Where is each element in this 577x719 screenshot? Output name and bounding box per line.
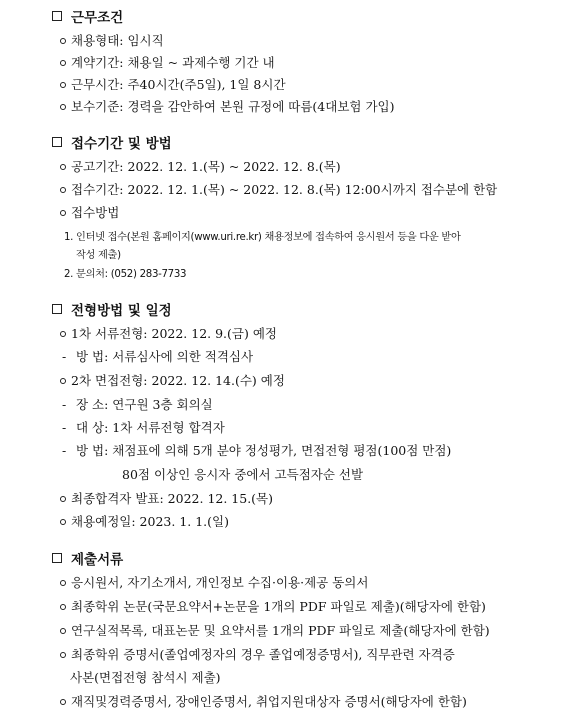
method-item: 1. 인터넷 접수(본원 홈페이지(www.uri.re.kr) 채용정보에 접속하여 응시원서 등을 다운 받아 bbox=[64, 232, 461, 243]
circle-bullet-icon bbox=[60, 187, 66, 193]
contact-info: 2. 문의처: (052) 283-7733 bbox=[64, 269, 187, 280]
circle-bullet-icon bbox=[60, 164, 66, 170]
section-title-process: 전형방법 및 일정 bbox=[52, 299, 172, 319]
circle-bullet-icon bbox=[60, 104, 66, 110]
list-item: 최종학위 논문(국문요약서+논문을 1개의 PDF 파일로 제출)(해당자에 한함) bbox=[60, 597, 486, 615]
list-item: 공고기간: 2022. 12. 1.(목) ~ 2022. 12. 8.(목) bbox=[60, 157, 341, 175]
square-bullet-icon bbox=[52, 553, 62, 563]
method-item-cont: 작성 제출) bbox=[76, 250, 121, 261]
list-item: 접수방법 bbox=[60, 203, 119, 221]
section-title-conditions: 근무조건 bbox=[52, 6, 123, 26]
circle-bullet-icon bbox=[60, 519, 66, 525]
circle-bullet-icon bbox=[60, 604, 66, 610]
circle-bullet-icon bbox=[60, 580, 66, 586]
circle-bullet-icon bbox=[60, 496, 66, 502]
section-title-documents: 제출서류 bbox=[52, 548, 123, 568]
list-item: 채용예정일: 2023. 1. 1.(일) bbox=[60, 512, 229, 530]
list-item: 접수기간: 2022. 12. 1.(목) ~ 2022. 12. 8.(목) 12:00시까지 접수분에 한함 bbox=[60, 180, 497, 198]
list-item: 연구실적목록, 대표논문 및 요약서를 1개의 PDF 파일로 제출(해당자에 한함) bbox=[60, 621, 490, 639]
list-item: 최종학위 증명서(졸업예정자의 경우 졸업예정증명서), 직무관련 자격증 bbox=[60, 645, 455, 663]
sub-item: - 방 법: 서류심사에 의한 적격심사 bbox=[62, 349, 254, 364]
list-item: 채용형태: 임시직 bbox=[60, 31, 164, 49]
circle-bullet-icon bbox=[60, 38, 66, 44]
circle-bullet-icon bbox=[60, 331, 66, 337]
circle-bullet-icon bbox=[60, 378, 66, 384]
sub-item: - 방 법: 채점표에 의해 5개 분야 정성평가, 면접전형 평점(100점 만점) bbox=[62, 443, 452, 458]
list-item: 재직및경력증명서, 장애인증명서, 취업지원대상자 증명서(해당자에 한함) bbox=[60, 692, 467, 710]
sub-item: - 장 소: 연구원 3층 회의실 bbox=[62, 397, 213, 412]
list-item: 근무시간: 주40시간(주5일), 1일 8시간 bbox=[60, 75, 286, 93]
list-item: 보수기준: 경력을 감안하여 본원 규정에 따름(4대보험 가입) bbox=[60, 97, 394, 115]
square-bullet-icon bbox=[52, 304, 62, 314]
circle-bullet-icon bbox=[60, 82, 66, 88]
list-item: 2차 면접전형: 2022. 12. 14.(수) 예정 bbox=[60, 371, 285, 389]
section-title-application: 접수기간 및 방법 bbox=[52, 132, 172, 152]
sub-item: - 대 상: 1차 서류전형 합격자 bbox=[62, 420, 225, 435]
square-bullet-icon bbox=[52, 137, 62, 147]
square-bullet-icon bbox=[52, 11, 62, 21]
list-item: 응시원서, 자기소개서, 개인정보 수집·이용·제공 동의서 bbox=[60, 573, 368, 591]
list-item: 최종합격자 발표: 2022. 12. 15.(목) bbox=[60, 489, 273, 507]
circle-bullet-icon bbox=[60, 699, 66, 705]
circle-bullet-icon bbox=[60, 652, 66, 658]
circle-bullet-icon bbox=[60, 628, 66, 634]
list-item: 1차 서류전형: 2022. 12. 9.(금) 예정 bbox=[60, 324, 277, 342]
list-item-cont: 사본(면접전형 참석시 제출) bbox=[70, 670, 221, 685]
circle-bullet-icon bbox=[60, 60, 66, 66]
circle-bullet-icon bbox=[60, 210, 66, 216]
sub-item-cont: 80점 이상인 응시자 중에서 고득점자순 선발 bbox=[122, 467, 364, 482]
list-item: 계약기간: 채용일 ~ 과제수행 기간 내 bbox=[60, 53, 275, 71]
